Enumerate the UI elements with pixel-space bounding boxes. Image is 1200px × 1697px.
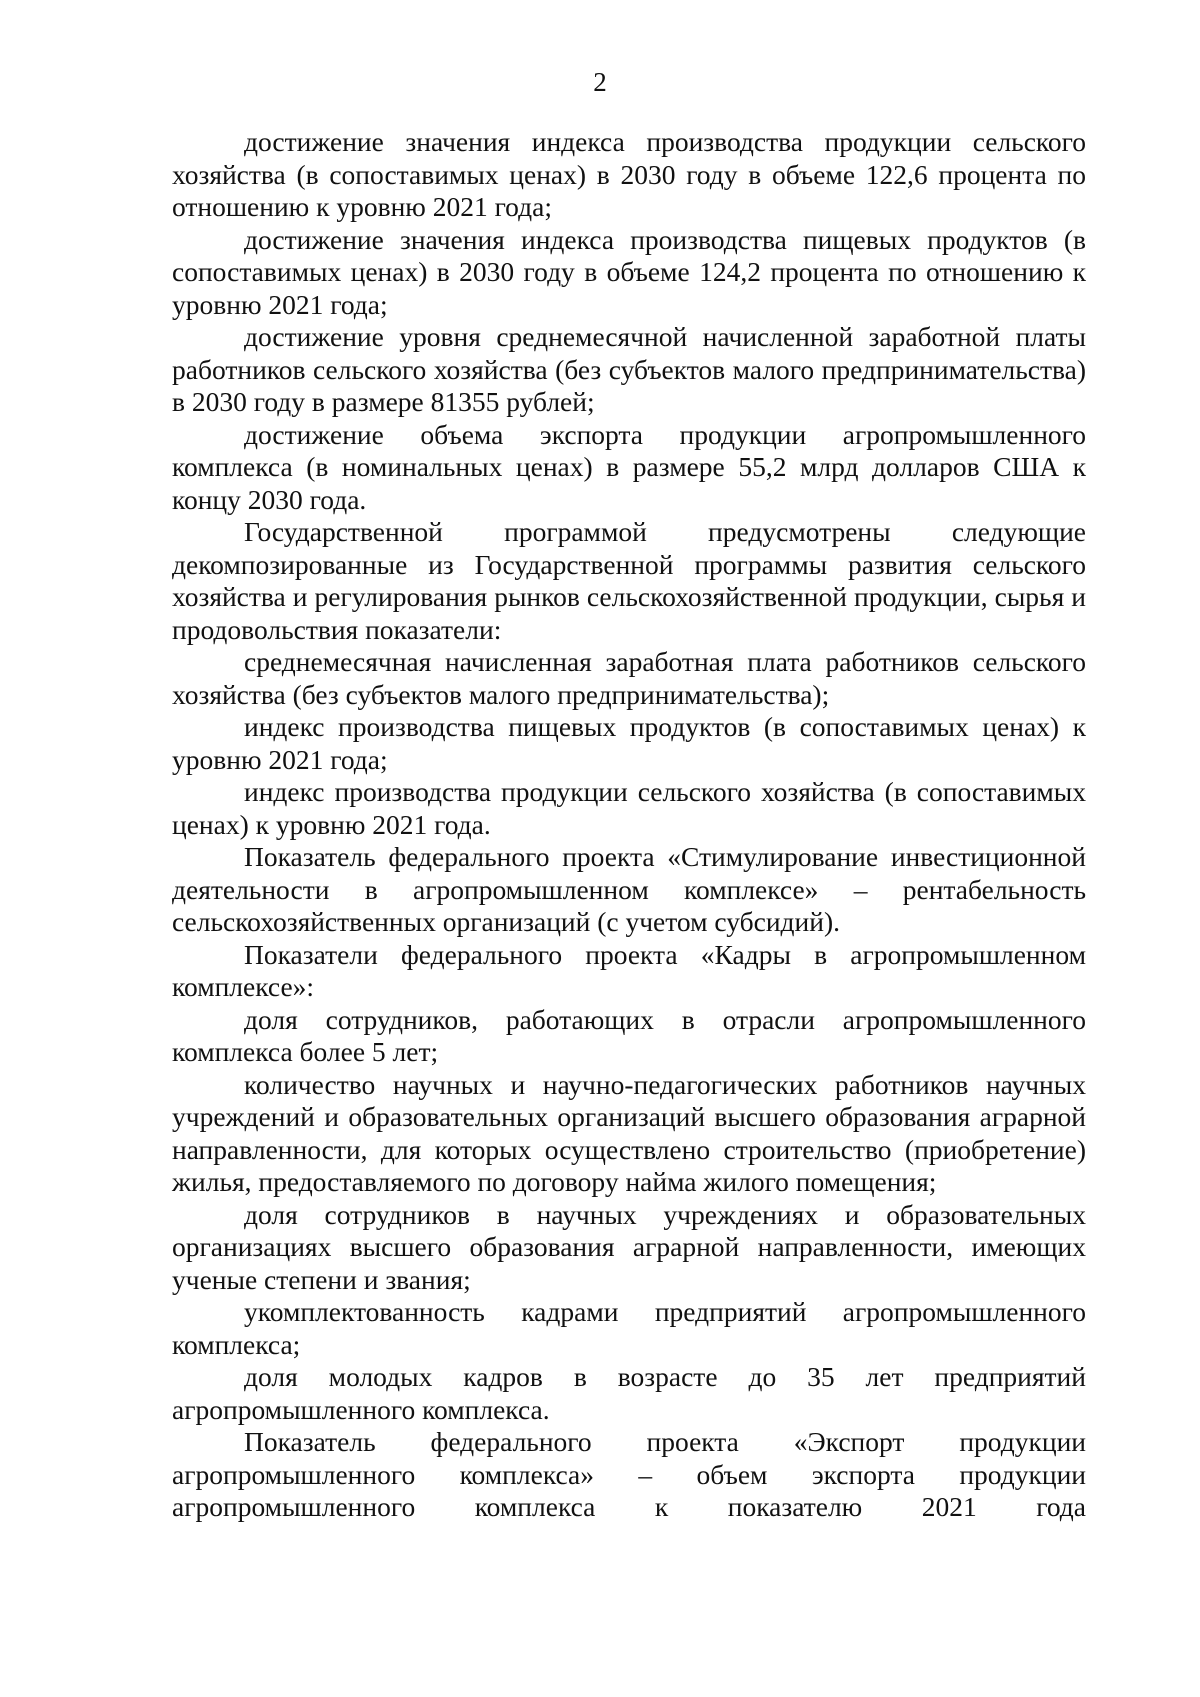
paragraph-6: среднемесячная начисленная заработная плата работников сельского хозяйства (без субъектов малого предпринимательства); xyxy=(172,646,1086,710)
paragraph-14: укомплектованность кадрами предприятий агропромышленного комплекса; xyxy=(172,1296,1086,1360)
paragraph-2: достижение значения индекса производства пищевых продуктов (в сопоставимых ценах) в 2030 году в объеме 124,2 процента по отношению к уровню 2021 года; xyxy=(172,223,1086,320)
paragraph-4: достижение объема экспорта продукции агропромышленного комплекса (в номинальных ценах) в размере 55,2 млрд долларов США к концу 2030 года. xyxy=(172,418,1086,515)
paragraph-1: достижение значения индекса производства продукции сельского хозяйства (в сопоставимых ценах) в 2030 году в объеме 122,6 процента по отношению к уровню 2021 года; xyxy=(172,126,1086,222)
paragraph-3: достижение уровня среднемесячной начисленной заработной платы работников сельского хозяйства (без субъектов малого предпринимательства) в 2030 году в размере 81355 рублей; xyxy=(172,321,1086,417)
document-body xyxy=(172,126,1086,1524)
paragraph-8: индекс производства продукции сельского хозяйства (в сопоставимых ценах) к уровню 2021 года. xyxy=(172,776,1086,840)
paragraph-7: индекс производства пищевых продуктов (в сопоставимых ценах) к уровню 2021 года; xyxy=(172,711,1086,775)
paragraph-5: Государственной программой предусмотрены следующие декомпозированные из Государственной программы развития сельского хозяйства и регулирования рынков сельскохозяйственной продукции, сырья и продовольствия показатели: xyxy=(172,516,1086,645)
page-number: 2 xyxy=(593,67,607,97)
paragraph-10: Показатели федерального проекта «Кадры в агропромышленном комплексе»: xyxy=(172,938,1086,1002)
paragraph-16: Показатель федерального проекта «Экспорт продукции агропромышленного комплекса» – объем экспорта продукции агропромышленного комплекса к показателю 2021 года xyxy=(172,1426,1086,1522)
paragraph-13: доля сотрудников в научных учреждениях и образовательных организациях высшего образования аграрной направленности, имеющих ученые степени и звания; xyxy=(172,1198,1086,1295)
paragraph-12: количество научных и научно-педагогических работников научных учреждений и образовательных организаций высшего образования аграрной направленности, для которых осуществлено строительство (приобретение) жилья, предоставляемого по договору найма жилого помещения; xyxy=(172,1068,1086,1197)
paragraph-9: Показатель федерального проекта «Стимулирование инвестиционной деятельности в агропромышленном комплексе» – рентабельность сельскохозяйственных организаций (с учетом субсидий). xyxy=(172,841,1086,937)
paragraph-11: доля сотрудников, работающих в отрасли агропромышленного комплекса более 5 лет; xyxy=(172,1003,1086,1067)
paragraph-15: доля молодых кадров в возрасте до 35 лет предприятий агропромышленного комплекса. xyxy=(172,1361,1086,1425)
